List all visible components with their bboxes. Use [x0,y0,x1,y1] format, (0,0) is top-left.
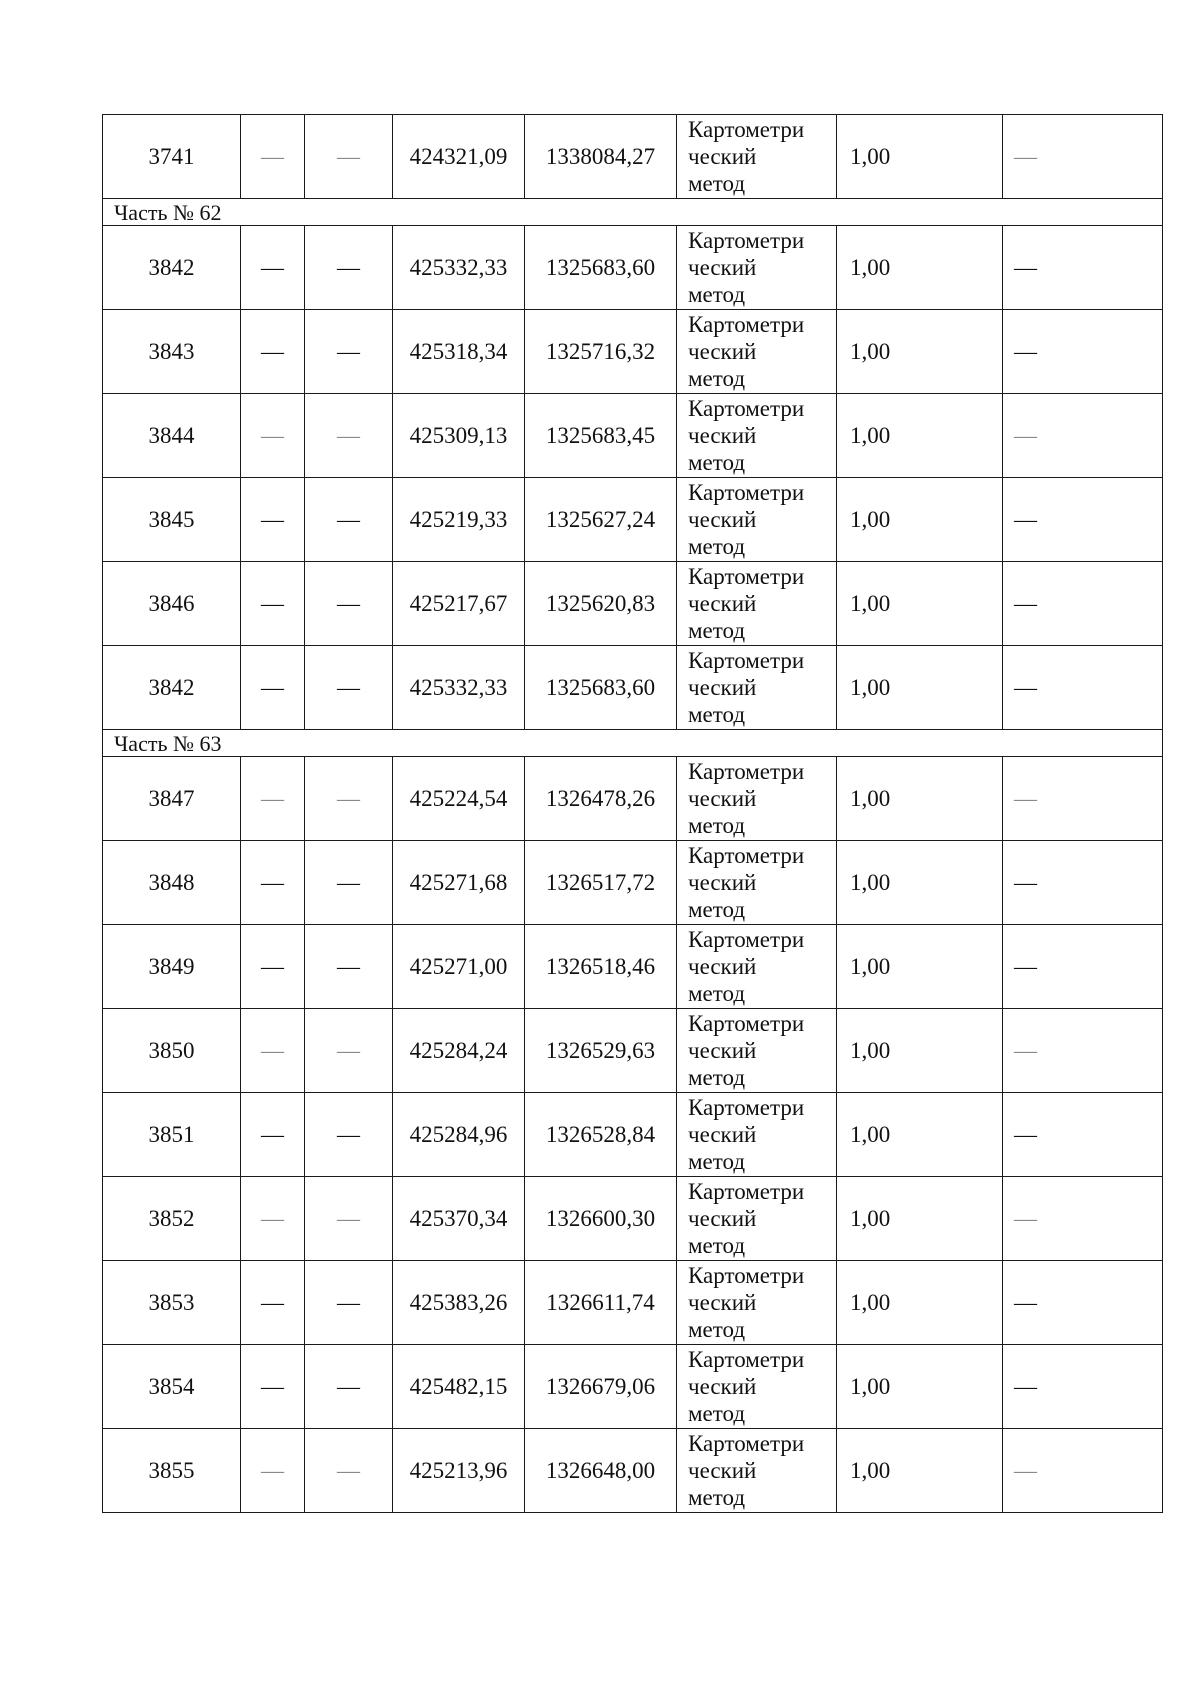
section-header-row [103,730,1163,757]
dash-mark: — [1014,954,1037,979]
point-number-cell: 3842 [103,646,241,730]
accuracy-cell: 1,00 [837,757,1003,841]
table-row [103,310,1163,394]
table-row [103,1261,1163,1345]
empty-value-cell [1003,1345,1163,1429]
empty-value-cell [1003,478,1163,562]
table-row [103,1177,1163,1261]
table-row [103,1429,1163,1513]
method-label: Картометри ческий метод [688,480,805,559]
empty-value-cell [1003,115,1163,199]
coordinate-x-cell: 425284,96 [393,1093,525,1177]
accuracy-cell: 1,00 [837,1009,1003,1093]
method-cell [677,478,837,562]
point-number-cell: 3843 [103,310,241,394]
coordinate-y-cell: 1326518,46 [525,925,677,1009]
dash-mark: — [261,1290,284,1315]
method-cell [677,646,837,730]
accuracy-cell: 1,00 [837,562,1003,646]
empty-value-cell [241,841,305,925]
empty-value-cell [305,226,393,310]
table-row [103,1093,1163,1177]
table-row [103,115,1163,199]
dash-mark: — [1014,255,1037,280]
method-label: Картометри ческий метод [688,1263,805,1342]
dash-mark: — [337,507,360,532]
dash-mark: — [1014,1458,1037,1483]
accuracy-cell: 1,00 [837,925,1003,1009]
table-row [103,1345,1163,1429]
coordinate-y-cell: 1325627,24 [525,478,677,562]
point-number-cell: 3848 [103,841,241,925]
coordinate-y-cell: 1326679,06 [525,1345,677,1429]
method-label: Картометри ческий метод [688,396,805,475]
empty-value-cell [241,310,305,394]
empty-value-cell [241,1177,305,1261]
coordinate-x-cell: 425224,54 [393,757,525,841]
empty-value-cell [1003,394,1163,478]
point-number-cell: 3852 [103,1177,241,1261]
coordinate-y-cell: 1325683,60 [525,226,677,310]
empty-value-cell [241,226,305,310]
coordinate-x-cell: 425370,34 [393,1177,525,1261]
dash-mark: — [261,507,284,532]
table-row [103,478,1163,562]
table-row [103,394,1163,478]
empty-value-cell [305,1429,393,1513]
empty-value-cell [241,1009,305,1093]
method-cell [677,1009,837,1093]
method-cell [677,841,837,925]
empty-value-cell [305,841,393,925]
empty-value-cell [305,925,393,1009]
point-number-cell: 3847 [103,757,241,841]
method-label: Картометри ческий метод [688,843,805,922]
empty-value-cell [241,1093,305,1177]
dash-mark: — [1014,1374,1037,1399]
empty-value-cell [1003,1093,1163,1177]
dash-mark: — [261,255,284,280]
empty-value-cell [241,115,305,199]
method-label: Картометри ческий метод [688,1179,805,1258]
method-label: Картометри ческий метод [688,1431,805,1510]
empty-value-cell [1003,1177,1163,1261]
method-label: Картометри ческий метод [688,228,805,307]
dash-mark: — [337,1458,360,1483]
method-cell [677,757,837,841]
accuracy-cell: 1,00 [837,1429,1003,1513]
point-number-cell: 3741 [103,115,241,199]
method-label: Картометри ческий метод [688,312,805,391]
table-row [103,841,1163,925]
empty-value-cell [1003,562,1163,646]
coordinate-x-cell: 425213,96 [393,1429,525,1513]
dash-mark: — [1014,870,1037,895]
empty-value-cell [305,1093,393,1177]
coordinate-x-cell: 425332,33 [393,646,525,730]
point-number-cell: 3849 [103,925,241,1009]
dash-mark: — [1014,423,1037,448]
coordinate-x-cell: 425318,34 [393,310,525,394]
coordinate-y-cell: 1325716,32 [525,310,677,394]
empty-value-cell [305,1261,393,1345]
coordinate-y-cell: 1326478,26 [525,757,677,841]
point-number-cell: 3842 [103,226,241,310]
coordinate-y-cell: 1326517,72 [525,841,677,925]
point-number-cell: 3854 [103,1345,241,1429]
point-number-cell: 3846 [103,562,241,646]
dash-mark: — [337,870,360,895]
table-row [103,562,1163,646]
accuracy-cell: 1,00 [837,394,1003,478]
coordinate-x-cell: 424321,09 [393,115,525,199]
dash-mark: — [1014,1206,1037,1231]
method-cell [677,1093,837,1177]
section-header-row [103,199,1163,226]
point-number-cell: 3844 [103,394,241,478]
dash-mark: — [337,1038,360,1063]
dash-mark: — [1014,591,1037,616]
point-number-cell: 3855 [103,1429,241,1513]
dash-mark: — [261,1458,284,1483]
accuracy-cell: 1,00 [837,1345,1003,1429]
dash-mark: — [337,1374,360,1399]
point-number-cell: 3851 [103,1093,241,1177]
coordinate-x-cell: 425482,15 [393,1345,525,1429]
coordinate-y-cell: 1326528,84 [525,1093,677,1177]
table-body [103,115,1163,1513]
method-cell [677,1429,837,1513]
empty-value-cell [1003,1429,1163,1513]
dash-mark: — [261,1038,284,1063]
accuracy-cell: 1,00 [837,1093,1003,1177]
dash-mark: — [1014,1038,1037,1063]
table-row [103,757,1163,841]
empty-value-cell [305,646,393,730]
method-label: Картометри ческий метод [688,1095,805,1174]
coordinate-x-cell: 425271,68 [393,841,525,925]
dash-mark: — [261,675,284,700]
dash-mark: — [1014,144,1037,169]
method-cell [677,925,837,1009]
accuracy-cell: 1,00 [837,226,1003,310]
coordinate-y-cell: 1326600,30 [525,1177,677,1261]
dash-mark: — [261,1206,284,1231]
coordinate-y-cell: 1325683,45 [525,394,677,478]
coordinate-x-cell: 425284,24 [393,1009,525,1093]
empty-value-cell [305,1009,393,1093]
method-label: Картометри ческий метод [688,1011,805,1090]
empty-value-cell [1003,1009,1163,1093]
dash-mark: — [261,144,284,169]
empty-value-cell [241,478,305,562]
dash-mark: — [261,870,284,895]
empty-value-cell [241,925,305,1009]
coordinate-y-cell: 1338084,27 [525,115,677,199]
accuracy-cell: 1,00 [837,646,1003,730]
point-number-cell: 3845 [103,478,241,562]
empty-value-cell [1003,646,1163,730]
dash-mark: — [337,1122,360,1147]
empty-value-cell [1003,925,1163,1009]
empty-value-cell [1003,226,1163,310]
method-cell [677,310,837,394]
method-cell [677,1345,837,1429]
coordinate-x-cell: 425217,67 [393,562,525,646]
table-row [103,925,1163,1009]
method-cell [677,1177,837,1261]
empty-value-cell [1003,841,1163,925]
dash-mark: — [337,255,360,280]
dash-mark: — [261,423,284,448]
dash-mark: — [337,786,360,811]
method-cell [677,562,837,646]
coordinate-x-cell: 425271,00 [393,925,525,1009]
empty-value-cell [305,757,393,841]
coordinate-y-cell: 1326529,63 [525,1009,677,1093]
dash-mark: — [261,339,284,364]
table-row [103,1009,1163,1093]
dash-mark: — [337,339,360,364]
dash-mark: — [337,1290,360,1315]
empty-value-cell [305,562,393,646]
dash-mark: — [1014,786,1037,811]
empty-value-cell [305,1177,393,1261]
empty-value-cell [241,1261,305,1345]
dash-mark: — [337,591,360,616]
empty-value-cell [1003,757,1163,841]
point-number-cell: 3853 [103,1261,241,1345]
method-label: Картометри ческий метод [688,1347,805,1426]
coordinate-x-cell: 425383,26 [393,1261,525,1345]
empty-value-cell [1003,310,1163,394]
empty-value-cell [241,562,305,646]
dash-mark: — [261,1122,284,1147]
method-label: Картометри ческий метод [688,117,805,196]
empty-value-cell [305,310,393,394]
point-number-cell: 3850 [103,1009,241,1093]
dash-mark: — [337,954,360,979]
dash-mark: — [337,1206,360,1231]
method-label: Картометри ческий метод [688,759,805,838]
dash-mark: — [1014,675,1037,700]
coordinate-y-cell: 1325620,83 [525,562,677,646]
coordinate-x-cell: 425332,33 [393,226,525,310]
section-title: Часть № 63 [103,730,1163,757]
method-cell [677,226,837,310]
empty-value-cell [241,1429,305,1513]
dash-mark: — [261,786,284,811]
coordinates-table [102,114,1163,1513]
empty-value-cell [241,394,305,478]
empty-value-cell [305,394,393,478]
dash-mark: — [1014,507,1037,532]
method-cell [677,394,837,478]
dash-mark: — [337,423,360,448]
accuracy-cell: 1,00 [837,478,1003,562]
method-label: Картометри ческий метод [688,564,805,643]
empty-value-cell [1003,1261,1163,1345]
dash-mark: — [261,591,284,616]
accuracy-cell: 1,00 [837,310,1003,394]
empty-value-cell [305,1345,393,1429]
coordinate-y-cell: 1325683,60 [525,646,677,730]
dash-mark: — [261,1374,284,1399]
coordinate-x-cell: 425309,13 [393,394,525,478]
section-title: Часть № 62 [103,199,1163,226]
accuracy-cell: 1,00 [837,1177,1003,1261]
accuracy-cell: 1,00 [837,841,1003,925]
method-cell [677,115,837,199]
table-row [103,226,1163,310]
coordinate-y-cell: 1326648,00 [525,1429,677,1513]
accuracy-cell: 1,00 [837,115,1003,199]
empty-value-cell [305,115,393,199]
document-page [102,114,1163,1513]
dash-mark: — [337,675,360,700]
dash-mark: — [1014,1290,1037,1315]
empty-value-cell [241,646,305,730]
dash-mark: — [261,954,284,979]
accuracy-cell: 1,00 [837,1261,1003,1345]
dash-mark: — [1014,1122,1037,1147]
coordinate-y-cell: 1326611,74 [525,1261,677,1345]
empty-value-cell [241,1345,305,1429]
method-cell [677,1261,837,1345]
method-label: Картометри ческий метод [688,927,805,1006]
dash-mark: — [1014,339,1037,364]
dash-mark: — [337,144,360,169]
table-row [103,646,1163,730]
method-label: Картометри ческий метод [688,648,805,727]
empty-value-cell [241,757,305,841]
coordinate-x-cell: 425219,33 [393,478,525,562]
empty-value-cell [305,478,393,562]
